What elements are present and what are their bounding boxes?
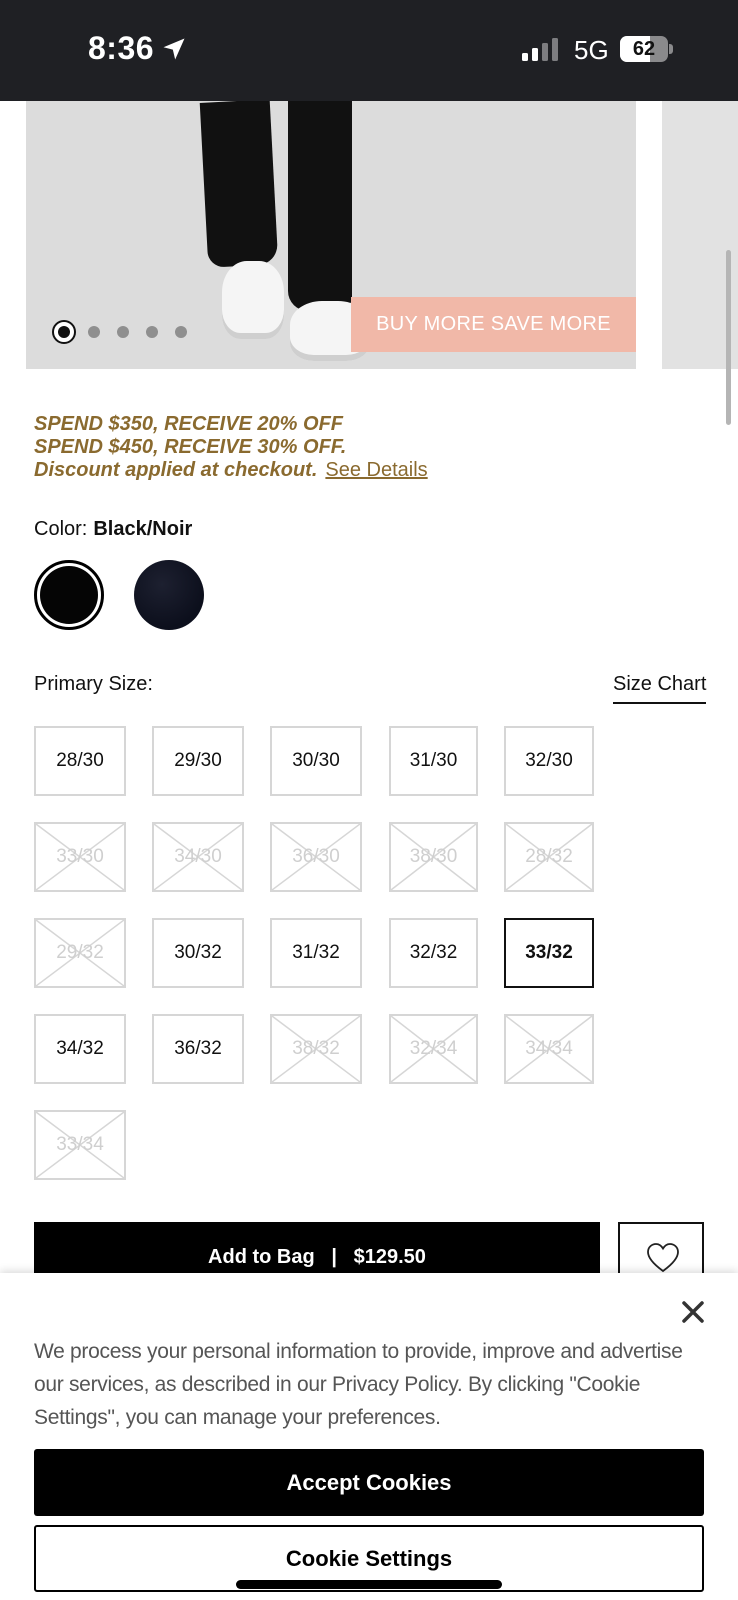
size-option-34-34[interactable]	[504, 1014, 594, 1084]
size-option-label: 31/30	[409, 750, 458, 771]
offer-line-1: SPEND $350, RECEIVE 20% OFF	[34, 413, 344, 435]
pants-leg-left	[200, 101, 279, 268]
network-type: 5G	[574, 35, 609, 65]
size-option-28-30[interactable]	[34, 726, 126, 796]
size-option-label: 36/30	[292, 846, 340, 867]
carousel-dot[interactable]	[88, 326, 100, 338]
carousel-dot[interactable]	[117, 326, 129, 338]
scrollbar[interactable]	[726, 250, 731, 425]
size-option-32-32[interactable]	[389, 918, 478, 988]
size-option-label: 29/30	[174, 750, 222, 771]
size-option-34-30[interactable]	[152, 822, 244, 892]
status-time: 8:36	[88, 30, 155, 66]
promo-badge[interactable]: BUY MORE SAVE MORE	[351, 297, 636, 352]
size-option-32-30[interactable]	[504, 726, 594, 796]
size-option-31-30[interactable]	[389, 726, 478, 796]
size-option-label: 33/32	[525, 942, 573, 963]
accept-cookies-button[interactable]: Accept Cookies	[34, 1449, 704, 1516]
home-indicator	[236, 1580, 502, 1589]
size-option-33-30[interactable]	[34, 822, 126, 892]
offer-line-3: Discount applied at checkout.	[34, 459, 318, 481]
pants-leg-right	[288, 101, 352, 311]
carousel-dot-active[interactable]	[52, 320, 76, 344]
size-option-label: 28/32	[525, 846, 573, 867]
size-option-label: 30/32	[174, 942, 222, 963]
size-option-label: 34/32	[56, 1038, 104, 1059]
size-option-33-32[interactable]	[504, 918, 594, 988]
color-label: Color:	[34, 518, 88, 540]
size-option-33-34[interactable]	[34, 1110, 126, 1180]
size-option-29-30[interactable]	[152, 726, 244, 796]
color-value: Black/Noir	[93, 518, 193, 540]
size-option-label: 33/30	[56, 846, 104, 867]
size-option-label: 28/30	[56, 750, 104, 771]
carousel-dot[interactable]	[146, 326, 158, 338]
size-option-label: 36/32	[174, 1038, 222, 1059]
battery-level: 62	[632, 38, 656, 60]
size-option-label: 30/30	[292, 750, 340, 771]
size-option-label: 31/32	[292, 942, 340, 963]
offer-text	[34, 413, 428, 482]
swatch-black-fill	[40, 566, 98, 624]
color-row	[34, 518, 192, 541]
size-option-label: 33/34	[56, 1134, 104, 1155]
location-arrow-icon	[160, 35, 188, 63]
size-option-30-32[interactable]	[152, 918, 244, 988]
size-option-label: 34/34	[525, 1038, 573, 1059]
size-option-31-32[interactable]	[270, 918, 362, 988]
carousel-dot[interactable]	[175, 326, 187, 338]
size-option-label: 29/32	[56, 942, 104, 963]
size-chart-link[interactable]: Size Chart	[613, 673, 706, 704]
size-option-36-32[interactable]	[152, 1014, 244, 1084]
heart-icon	[646, 1242, 680, 1274]
see-details-link[interactable]: See Details	[325, 459, 428, 481]
size-option-label: 38/32	[292, 1038, 340, 1059]
size-option-30-30[interactable]	[270, 726, 362, 796]
size-option-32-34[interactable]	[389, 1014, 478, 1084]
shoe-left	[222, 261, 284, 339]
battery-icon	[620, 36, 672, 62]
add-to-bag-button[interactable]: Add to Bag | $129.50	[34, 1222, 600, 1292]
size-option-29-32[interactable]	[34, 918, 126, 988]
cookie-settings-button[interactable]: Cookie Settings	[34, 1525, 704, 1592]
offer-line-2: SPEND $450, RECEIVE 30% OFF.	[34, 436, 347, 458]
size-option-label: 38/30	[409, 846, 458, 867]
size-option-label: 34/30	[174, 846, 222, 867]
status-bar	[0, 0, 738, 101]
cell-signal-icon	[522, 38, 562, 62]
size-option-label: 32/30	[525, 750, 573, 771]
cookie-message: We process your personal information to provide, improve and advertise our services, as described in our Privacy Policy. By clicking "Cookie Settings", you can manage your preferences.	[34, 1340, 683, 1429]
size-option-label: 32/32	[409, 942, 458, 963]
size-option-label: 32/34	[409, 1038, 458, 1059]
size-option-36-30[interactable]	[270, 822, 362, 892]
swatch-navy[interactable]	[134, 560, 204, 630]
size-option-38-30[interactable]	[389, 822, 478, 892]
size-option-38-32[interactable]	[270, 1014, 362, 1084]
size-option-28-32[interactable]	[504, 822, 594, 892]
size-label: Primary Size:	[34, 673, 153, 695]
close-icon[interactable]	[680, 1299, 706, 1325]
cookie-banner	[0, 1273, 738, 1600]
size-option-34-32[interactable]	[34, 1014, 126, 1084]
